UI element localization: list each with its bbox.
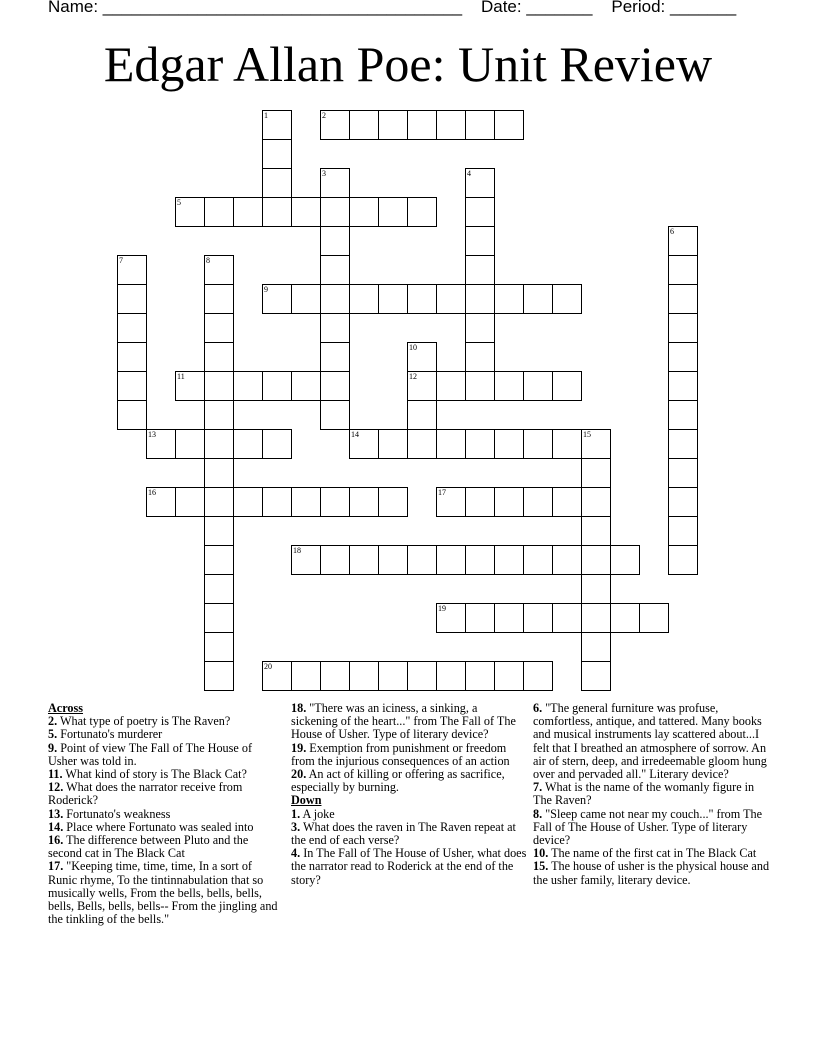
grid-cell[interactable] [320, 197, 350, 227]
grid-cell[interactable] [436, 603, 466, 633]
grid-cell[interactable] [320, 661, 350, 691]
grid-cell[interactable] [349, 487, 379, 517]
grid-cell[interactable] [320, 400, 350, 430]
grid-cell[interactable] [204, 632, 234, 662]
across-clue-14: 14. Place where Fortunato was sealed into [48, 819, 254, 834]
grid-cell[interactable] [552, 371, 582, 401]
grid-cell[interactable] [436, 545, 466, 575]
grid-cell[interactable] [407, 400, 437, 430]
clue-number: 4 [467, 169, 471, 178]
grid-cell[interactable] [465, 545, 495, 575]
across-clue-18: 18. "There was an iciness, a sinking, a sickening of the heart..." from The Fall of The House of Usher. Type of literary device? [291, 701, 516, 742]
grid-cell[interactable] [320, 284, 350, 314]
grid-cell[interactable] [349, 197, 379, 227]
grid-cell[interactable] [378, 661, 408, 691]
grid-cell[interactable] [465, 284, 495, 314]
grid-cell[interactable] [378, 197, 408, 227]
grid-cell[interactable] [320, 545, 350, 575]
grid-cell[interactable] [552, 284, 582, 314]
across-clue-20: 20. An act of killing or offering as sacrifice, especially by burning. [291, 767, 505, 795]
grid-cell[interactable] [581, 574, 611, 604]
clue-number: 5 [177, 198, 181, 207]
clue-number: 1 [264, 111, 268, 120]
grid-cell[interactable] [204, 487, 234, 517]
grid-cell[interactable] [436, 371, 466, 401]
grid-cell[interactable] [320, 487, 350, 517]
grid-cell[interactable] [291, 284, 321, 314]
down-clue-1: 1. A joke [291, 806, 335, 821]
grid-cell[interactable] [204, 429, 234, 459]
grid-cell[interactable] [668, 429, 698, 459]
grid-cell[interactable] [262, 197, 292, 227]
down-clue-4: 4. In The Fall of The House of Usher, what does the narrator read to Roderick at the end of the story? [291, 846, 527, 887]
across-clue-13: 13. Fortunato's weakness [48, 806, 171, 821]
clue-number: 15 [583, 430, 591, 439]
grid-cell[interactable] [494, 545, 524, 575]
clue-number: 3 [322, 169, 326, 178]
grid-cell[interactable] [117, 400, 147, 430]
grid-cell[interactable] [262, 429, 292, 459]
grid-cell[interactable] [610, 603, 640, 633]
grid-cell[interactable] [378, 429, 408, 459]
clue-number: 8 [206, 256, 210, 265]
grid-cell[interactable] [668, 458, 698, 488]
clue-column-1 [48, 702, 284, 926]
clue-number: 16 [148, 488, 156, 497]
grid-cell[interactable] [610, 545, 640, 575]
grid-cell[interactable] [494, 371, 524, 401]
grid-cell[interactable] [407, 342, 437, 372]
grid-cell[interactable] [117, 313, 147, 343]
grid-cell[interactable] [494, 110, 524, 140]
grid-cell[interactable] [117, 284, 147, 314]
grid-cell[interactable] [320, 342, 350, 372]
down-clue-7: 7. What is the name of the womanly figure in The Raven? [533, 780, 755, 808]
grid-cell[interactable] [233, 371, 263, 401]
grid-cell[interactable] [262, 371, 292, 401]
grid-cell[interactable] [320, 371, 350, 401]
grid-cell[interactable] [349, 429, 379, 459]
grid-cell[interactable] [552, 429, 582, 459]
grid-cell[interactable] [262, 139, 292, 169]
grid-cell[interactable] [668, 226, 698, 256]
grid-cell[interactable] [204, 516, 234, 546]
grid-cell[interactable] [320, 110, 350, 140]
grid-cell[interactable] [407, 284, 437, 314]
grid-cell[interactable] [552, 487, 582, 517]
grid-cell[interactable] [465, 255, 495, 285]
grid-cell[interactable] [291, 371, 321, 401]
grid-cell[interactable] [581, 603, 611, 633]
clue-number: 13 [148, 430, 156, 439]
grid-cell[interactable] [204, 342, 234, 372]
grid-cell[interactable] [465, 661, 495, 691]
grid-cell[interactable] [668, 313, 698, 343]
grid-cell[interactable] [465, 371, 495, 401]
grid-cell[interactable] [523, 284, 553, 314]
down-heading: Down [291, 793, 322, 808]
grid-cell[interactable] [581, 632, 611, 662]
grid-cell[interactable] [117, 371, 147, 401]
grid-cell[interactable] [204, 545, 234, 575]
clue-number: 17 [438, 488, 446, 497]
grid-cell[interactable] [465, 342, 495, 372]
grid-cell[interactable] [436, 284, 466, 314]
grid-cell[interactable] [204, 255, 234, 285]
grid-cell[interactable] [523, 603, 553, 633]
grid-cell[interactable] [407, 371, 437, 401]
grid-cell[interactable] [320, 313, 350, 343]
grid-cell[interactable] [262, 284, 292, 314]
clue-number: 20 [264, 662, 272, 671]
grid-cell[interactable] [465, 313, 495, 343]
grid-cell[interactable] [523, 371, 553, 401]
grid-cell[interactable] [465, 487, 495, 517]
down-clue-6: 6. "The general furniture was profuse, comfortless, antique, and tattered. Many books and musical instruments lay scattered about...I felt that I breathed an atmosphere of sorrow. An air of stern, deep, and irredeemable gloom hung over and pervaded all." Literary device? [533, 701, 767, 782]
across-clue-11: 11. What kind of story is The Black Cat? [48, 767, 247, 782]
grid-cell[interactable] [349, 661, 379, 691]
grid-cell[interactable] [378, 284, 408, 314]
clue-number: 6 [670, 227, 674, 236]
grid-cell[interactable] [146, 429, 176, 459]
down-clue-15: 15. The house of usher is the physical house and the usher family, literary device. [533, 859, 770, 887]
grid-cell[interactable] [175, 371, 205, 401]
grid-cell[interactable] [552, 603, 582, 633]
grid-cell[interactable] [523, 429, 553, 459]
down-clue-8: 8. "Sleep came not near my couch..." from The Fall of The House of Usher. Type of literary device? [533, 806, 763, 848]
grid-cell[interactable] [204, 313, 234, 343]
down-clue-3: 3. What does the raven in The Raven repeat at the end of each verse? [291, 819, 516, 848]
grid-cell[interactable] [465, 226, 495, 256]
grid-cell[interactable] [668, 342, 698, 372]
grid-cell[interactable] [552, 545, 582, 575]
grid-cell[interactable] [668, 400, 698, 430]
grid-cell[interactable] [204, 400, 234, 430]
grid-cell[interactable] [581, 545, 611, 575]
grid-cell[interactable] [349, 284, 379, 314]
grid-cell[interactable] [320, 226, 350, 256]
grid-cell[interactable] [320, 255, 350, 285]
clue-number: 2 [322, 111, 326, 120]
grid-cell[interactable] [436, 487, 466, 517]
grid-cell[interactable] [407, 429, 437, 459]
grid-cell[interactable] [581, 458, 611, 488]
clue-number: 7 [119, 256, 123, 265]
grid-cell[interactable] [117, 342, 147, 372]
grid-cell[interactable] [233, 197, 263, 227]
grid-cell[interactable] [436, 110, 466, 140]
grid-cell[interactable] [233, 487, 263, 517]
clue-number: 9 [264, 285, 268, 294]
grid-cell[interactable] [291, 545, 321, 575]
grid-cell[interactable] [465, 429, 495, 459]
grid-cell[interactable] [581, 516, 611, 546]
clue-column-3 [533, 702, 771, 887]
grid-cell[interactable] [262, 661, 292, 691]
grid-cell[interactable] [262, 168, 292, 198]
across-clue-2: 2. What type of poetry is The Raven? [48, 714, 231, 729]
grid-cell[interactable] [291, 197, 321, 227]
clue-number: 12 [409, 372, 417, 381]
grid-cell[interactable] [668, 487, 698, 517]
across-clue-17: 17. "Keeping time, time, time, In a sort of Runic rhyme, To the tintinnabulation that so musically wells, From the bells, bells, bells, bells, Bells, bells, bells-- From the jingling and the tinkling of the bells." [48, 859, 278, 927]
across-clue-9: 9. Point of view The Fall of The House of Usher was told in. [48, 740, 253, 768]
grid-cell[interactable] [146, 487, 176, 517]
across-clue-16: 16. The difference between Pluto and the second cat in The Black Cat [48, 833, 249, 861]
across-heading: Across [48, 701, 83, 715]
grid-cell[interactable] [581, 661, 611, 691]
clue-number: 14 [351, 430, 359, 439]
grid-cell[interactable] [465, 197, 495, 227]
grid-cell[interactable] [668, 284, 698, 314]
grid-cell[interactable] [378, 487, 408, 517]
grid-cell[interactable] [494, 487, 524, 517]
grid-cell[interactable] [204, 284, 234, 314]
grid-cell[interactable] [378, 110, 408, 140]
clue-column-2 [291, 702, 527, 887]
grid-cell[interactable] [523, 661, 553, 691]
grid-cell[interactable] [494, 284, 524, 314]
grid-cell[interactable] [204, 603, 234, 633]
clue-number: 10 [409, 343, 417, 352]
grid-cell[interactable] [204, 661, 234, 691]
grid-cell[interactable] [523, 545, 553, 575]
grid-cell[interactable] [436, 429, 466, 459]
down-clue-10: 10. The name of the first cat in The Black Cat [533, 846, 757, 861]
across-clue-5: 5. Fortunato's murderer [48, 727, 163, 742]
grid-cell[interactable] [233, 429, 263, 459]
grid-cell[interactable] [494, 603, 524, 633]
grid-cell[interactable] [407, 545, 437, 575]
clue-number: 11 [177, 372, 185, 381]
grid-cell[interactable] [204, 197, 234, 227]
grid-cell[interactable] [407, 197, 437, 227]
grid-cell[interactable] [291, 661, 321, 691]
grid-cell[interactable] [668, 545, 698, 575]
grid-cell[interactable] [581, 429, 611, 459]
grid-cell[interactable] [407, 110, 437, 140]
grid-cell[interactable] [668, 516, 698, 546]
grid-cell[interactable] [465, 168, 495, 198]
grid-cell[interactable] [117, 255, 147, 285]
grid-cell[interactable] [407, 661, 437, 691]
grid-cell[interactable] [581, 487, 611, 517]
grid-cell[interactable] [436, 661, 466, 691]
grid-cell[interactable] [175, 487, 205, 517]
across-clue-19: 19. Exemption from punishment or freedom from the injurious consequences of an action [291, 740, 510, 768]
grid-cell[interactable] [668, 371, 698, 401]
grid-cell[interactable] [465, 603, 495, 633]
grid-cell[interactable] [349, 110, 379, 140]
grid-cell[interactable] [175, 197, 205, 227]
grid-cell[interactable] [668, 255, 698, 285]
grid-cell[interactable] [523, 487, 553, 517]
grid-cell[interactable] [639, 603, 669, 633]
across-clue-12: 12. What does the narrator receive from Roderick? [48, 780, 243, 808]
grid-cell[interactable] [204, 458, 234, 488]
grid-cell[interactable] [204, 371, 234, 401]
page-title: Edgar Allan Poe: Unit Review [103, 36, 713, 92]
grid-cell[interactable] [291, 487, 321, 517]
grid-cell[interactable] [378, 545, 408, 575]
grid-cell[interactable] [494, 661, 524, 691]
grid-cell[interactable] [320, 168, 350, 198]
grid-cell[interactable] [175, 429, 205, 459]
grid-cell[interactable] [262, 487, 292, 517]
grid-cell[interactable] [465, 110, 495, 140]
grid-cell[interactable] [494, 429, 524, 459]
clue-number: 18 [293, 546, 301, 555]
grid-cell[interactable] [262, 110, 292, 140]
name-date-period-line: Name: ______________________________________ Date: _______ Period: _______ [48, 0, 737, 16]
grid-cell[interactable] [349, 545, 379, 575]
grid-cell[interactable] [204, 574, 234, 604]
clue-number: 19 [438, 604, 446, 613]
